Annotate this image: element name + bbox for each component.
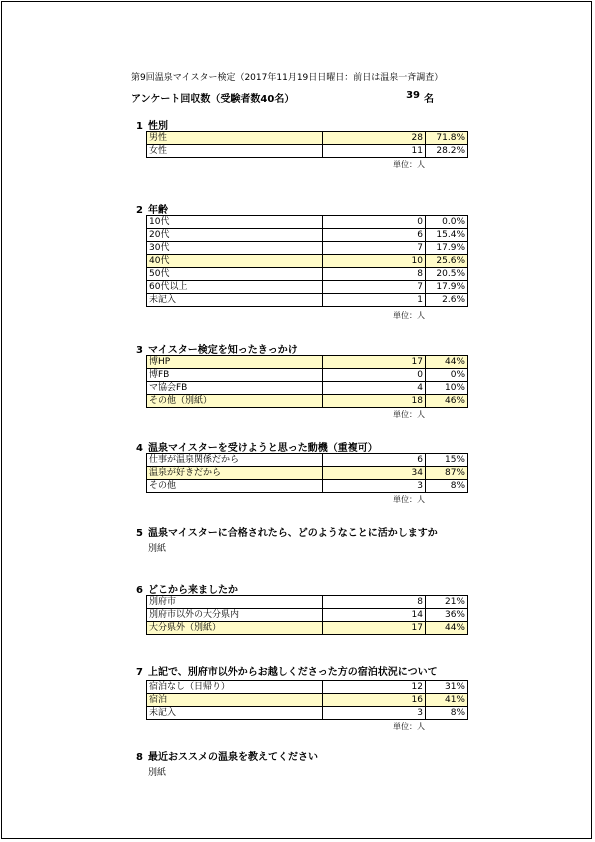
table-row [147,281,468,294]
table-row [147,382,468,395]
row-count: 28 [323,132,426,145]
row-count: 7 [323,242,426,255]
row-count: 8 [323,596,426,609]
row-percent: 17.9% [426,242,468,255]
row-count: 3 [323,480,426,493]
row-percent: 25.6% [426,255,468,268]
response-count-unit: 名 [424,94,434,105]
section-heading: 1 性別 [136,121,168,132]
row-percent: 8% [426,707,468,720]
row-count: 17 [323,356,426,369]
table-row [147,216,468,229]
section-heading: 7 上記で、別府市以外からお越しくださった方の宿泊状況について [136,667,438,678]
unit-label: 単位：人 [393,495,425,504]
section-heading: 6 どこから来ましたか [136,585,238,596]
row-label: 30代 [147,242,323,255]
table-row [147,609,468,622]
lodging-table [146,680,468,720]
table-row [147,395,468,408]
row-label: 大分県外（別紙） [147,622,323,635]
table-row [147,132,468,145]
row-label: 未記入 [147,707,323,720]
row-count: 7 [323,281,426,294]
row-percent: 41% [426,694,468,707]
row-count: 6 [323,229,426,242]
gender-table [146,131,468,158]
table-row [147,242,468,255]
table-row [147,255,468,268]
row-count: 0 [323,369,426,382]
table-row [147,145,468,158]
table-row [147,454,468,467]
section-heading: 5 温泉マイスターに合格されたら、どのようなことに活かしますか [136,528,438,539]
row-percent: 2.6% [426,294,468,307]
section-heading: 8 最近おススメの温泉を教えてください [136,752,318,763]
row-label: 宿泊 [147,694,323,707]
row-count: 8 [323,268,426,281]
row-percent: 21% [426,596,468,609]
row-percent: 36% [426,609,468,622]
table-row [147,294,468,307]
section-heading: 4 温泉マイスターを受けようと思った動機（重複可） [136,443,378,454]
row-count: 1 [323,294,426,307]
document-title: 第9回温泉マイスター検定（2017年11月19日日曜日：前日は温泉一斉調査） [131,73,444,83]
row-label: 60代以上 [147,281,323,294]
row-label: 別府市以外の大分県内 [147,609,323,622]
row-count: 34 [323,467,426,480]
row-label: 10代 [147,216,323,229]
response-count-value: 39 [406,90,420,101]
section-heading: 3 マイスター検定を知ったきっかけ [136,345,298,356]
separate-sheet-note: 別紙 [148,768,167,778]
table-row [147,694,468,707]
row-percent: 31% [426,681,468,694]
row-percent: 87% [426,467,468,480]
table-row [147,356,468,369]
table-row [147,681,468,694]
row-percent: 0.0% [426,216,468,229]
row-label: 温泉が好きだから [147,467,323,480]
row-label: 女性 [147,145,323,158]
response-count-label: アンケート回収数（受験者数40名） [131,94,295,105]
unit-label: 単位：人 [393,722,425,731]
row-label: 20代 [147,229,323,242]
row-percent: 44% [426,622,468,635]
row-percent: 15% [426,454,468,467]
row-count: 11 [323,145,426,158]
table-row [147,622,468,635]
section-heading: 2 年齢 [136,205,168,216]
row-count: 10 [323,255,426,268]
row-percent: 8% [426,480,468,493]
row-label: 未記入 [147,294,323,307]
row-percent: 17.9% [426,281,468,294]
row-percent: 15.4% [426,229,468,242]
row-label: 50代 [147,268,323,281]
row-count: 12 [323,681,426,694]
unit-label: 単位：人 [393,311,425,320]
row-count: 3 [323,707,426,720]
table-row [147,480,468,493]
table-row [147,707,468,720]
separate-sheet-note: 別紙 [148,544,167,554]
awareness-table [146,355,468,408]
age-table [146,215,468,307]
row-label: 仕事が温泉関係だから [147,454,323,467]
row-count: 17 [323,622,426,635]
origin-table [146,595,468,635]
row-percent: 28.2% [426,145,468,158]
row-percent: 0% [426,369,468,382]
row-count: 4 [323,382,426,395]
row-label: 宿泊なし（日帰り） [147,681,323,694]
row-percent: 44% [426,356,468,369]
table-row [147,268,468,281]
row-label: その他（別紙） [147,395,323,408]
motivation-table [146,453,468,493]
row-count: 18 [323,395,426,408]
row-count: 6 [323,454,426,467]
row-count: 0 [323,216,426,229]
row-count: 16 [323,694,426,707]
row-label: 40代 [147,255,323,268]
unit-label: 単位：人 [393,160,425,169]
unit-label: 単位：人 [393,410,425,419]
table-row [147,467,468,480]
row-percent: 46% [426,395,468,408]
row-percent: 71.8% [426,132,468,145]
row-count: 14 [323,609,426,622]
row-label: 別府市 [147,596,323,609]
row-label: マ協会FB [147,382,323,395]
row-label: 博FB [147,369,323,382]
row-percent: 20.5% [426,268,468,281]
row-label: 男性 [147,132,323,145]
table-row [147,369,468,382]
table-row [147,596,468,609]
row-percent: 10% [426,382,468,395]
row-label: その他 [147,480,323,493]
row-label: 博HP [147,356,323,369]
table-row [147,229,468,242]
